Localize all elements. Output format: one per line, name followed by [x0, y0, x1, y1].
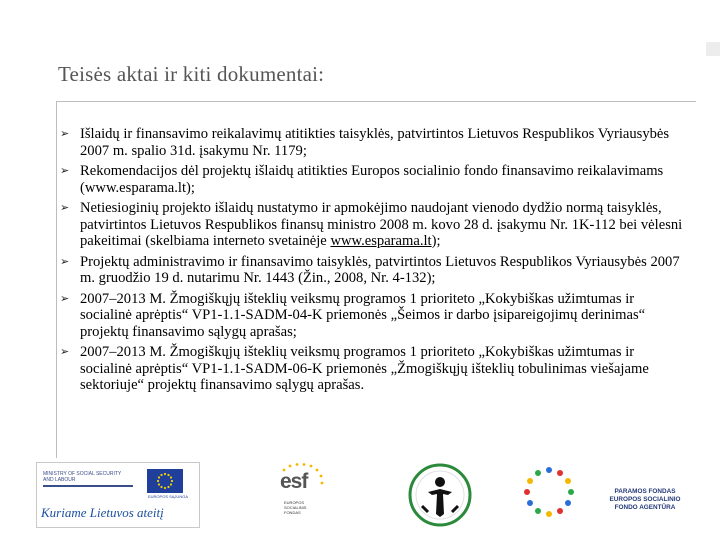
left-border-line: [56, 101, 57, 458]
esf-logo: [274, 462, 330, 528]
list-item-text: Projektų administravimo ir finansavimo taisyklės, patvirtintos Lietuvos Respublikos Vyriausybės 2007 m. gruodžio 19 d. nutarimu Nr. 1443 (Žin., 2008, Nr. 4-132);: [80, 253, 680, 286]
arrow-bullet-icon: ➢: [60, 254, 70, 268]
ministry-eu-logo: [36, 462, 200, 528]
arrow-bullet-icon: ➢: [60, 164, 70, 177]
list-item-text: 2007–2013 M. Žmogiškųjų išteklių veiksmų programos 1 prioriteto „Kokybiškas užimtumas ir socialinė aprėptis“ VP1-1.1-SADM-06-K priemonės „Žmogiškųjų išteklių tobulinimas viešajame sektoriuje“ projektų finansavimo sąlygų aprašas.: [80, 344, 649, 393]
list-item: [60, 291, 688, 341]
list-item-text: Netiesioginių projekto išlaidų nustatymo ir apmokėjimo naudojant vienodo dydžio normą taisyklės, patvirtintos Lietuvos Respublikos finansų ministro 2008 m. kovo 28 d. įsakymu Nr. 1K-112 bei vėlesni pakeitimai (skelbiama interneto svetainėje: [80, 200, 683, 249]
list-item-text: Rekomendacijos dėl projektų išlaidų atitikties Europos socialinio fondo finansavimo reikalavimams (www.esparama.lt);: [80, 163, 664, 196]
list-item-text: Išlaidų ir finansavimo reikalavimų atitikties taisyklės, patvirtintos Lietuvos Respublikos Vyriausybės 2007 m. spalio 31d. įsakymu Nr. 1179;: [80, 126, 670, 159]
footer-logos: [36, 462, 706, 532]
page-title: Teisės aktai ir kiti dokumentai:: [58, 62, 325, 86]
list-item-text: 2007–2013 M. Žmogiškųjų išteklių veiksmų programos 1 prioriteto „Kokybiškas užimtumas ir socialinė aprėptis“ VP1-1.1-SADM-04-K priemonės „Šeimos ir darbo įsipareigojimų derinimas“ projektų finansavimo sąlygų aprašas;: [80, 290, 646, 340]
slogan: Kuriame Lietuvos ateitį: [41, 505, 164, 520]
eu-flag-icon: [147, 469, 183, 493]
corner-decoration: [706, 42, 720, 56]
list-item-text-tail: );: [431, 233, 441, 249]
eu-star-ring-logo: [518, 464, 580, 524]
eu-caption: EUROPOS SĄJUNGA: [147, 494, 188, 499]
list-item: [60, 126, 688, 159]
agency-line-2: EUROPOS SOCIALINIO: [609, 496, 681, 503]
list-item: [60, 254, 688, 287]
arrow-bullet-icon: ➢: [60, 345, 70, 358]
arrow-bullet-icon: ➢: [60, 291, 70, 305]
agency-line-3: FONDO AGENTŪRA: [614, 504, 676, 511]
list-item: [60, 200, 688, 250]
list-item: [60, 344, 688, 394]
ministry-text: MINISTRY OF SOCIAL SECURITY AND LABOUR: [43, 471, 122, 483]
esf-mark: esf: [280, 470, 308, 493]
esf-subtitle: EUROPOS SOCIALINIS FONDAS: [284, 500, 307, 515]
agency-line-1: PARAMOS FONDAS: [614, 488, 676, 495]
list-item: [60, 163, 688, 196]
ngo-circle-logo: [396, 462, 484, 532]
ministry-bar: [43, 485, 133, 487]
document-list: [60, 126, 688, 398]
title-divider: [56, 101, 696, 102]
agency-text: [584, 488, 706, 512]
arrow-bullet-icon: ➢: [60, 127, 70, 140]
arrow-bullet-icon: ➢: [60, 201, 70, 214]
esparama-link[interactable]: www.esparama.lt: [330, 233, 432, 249]
